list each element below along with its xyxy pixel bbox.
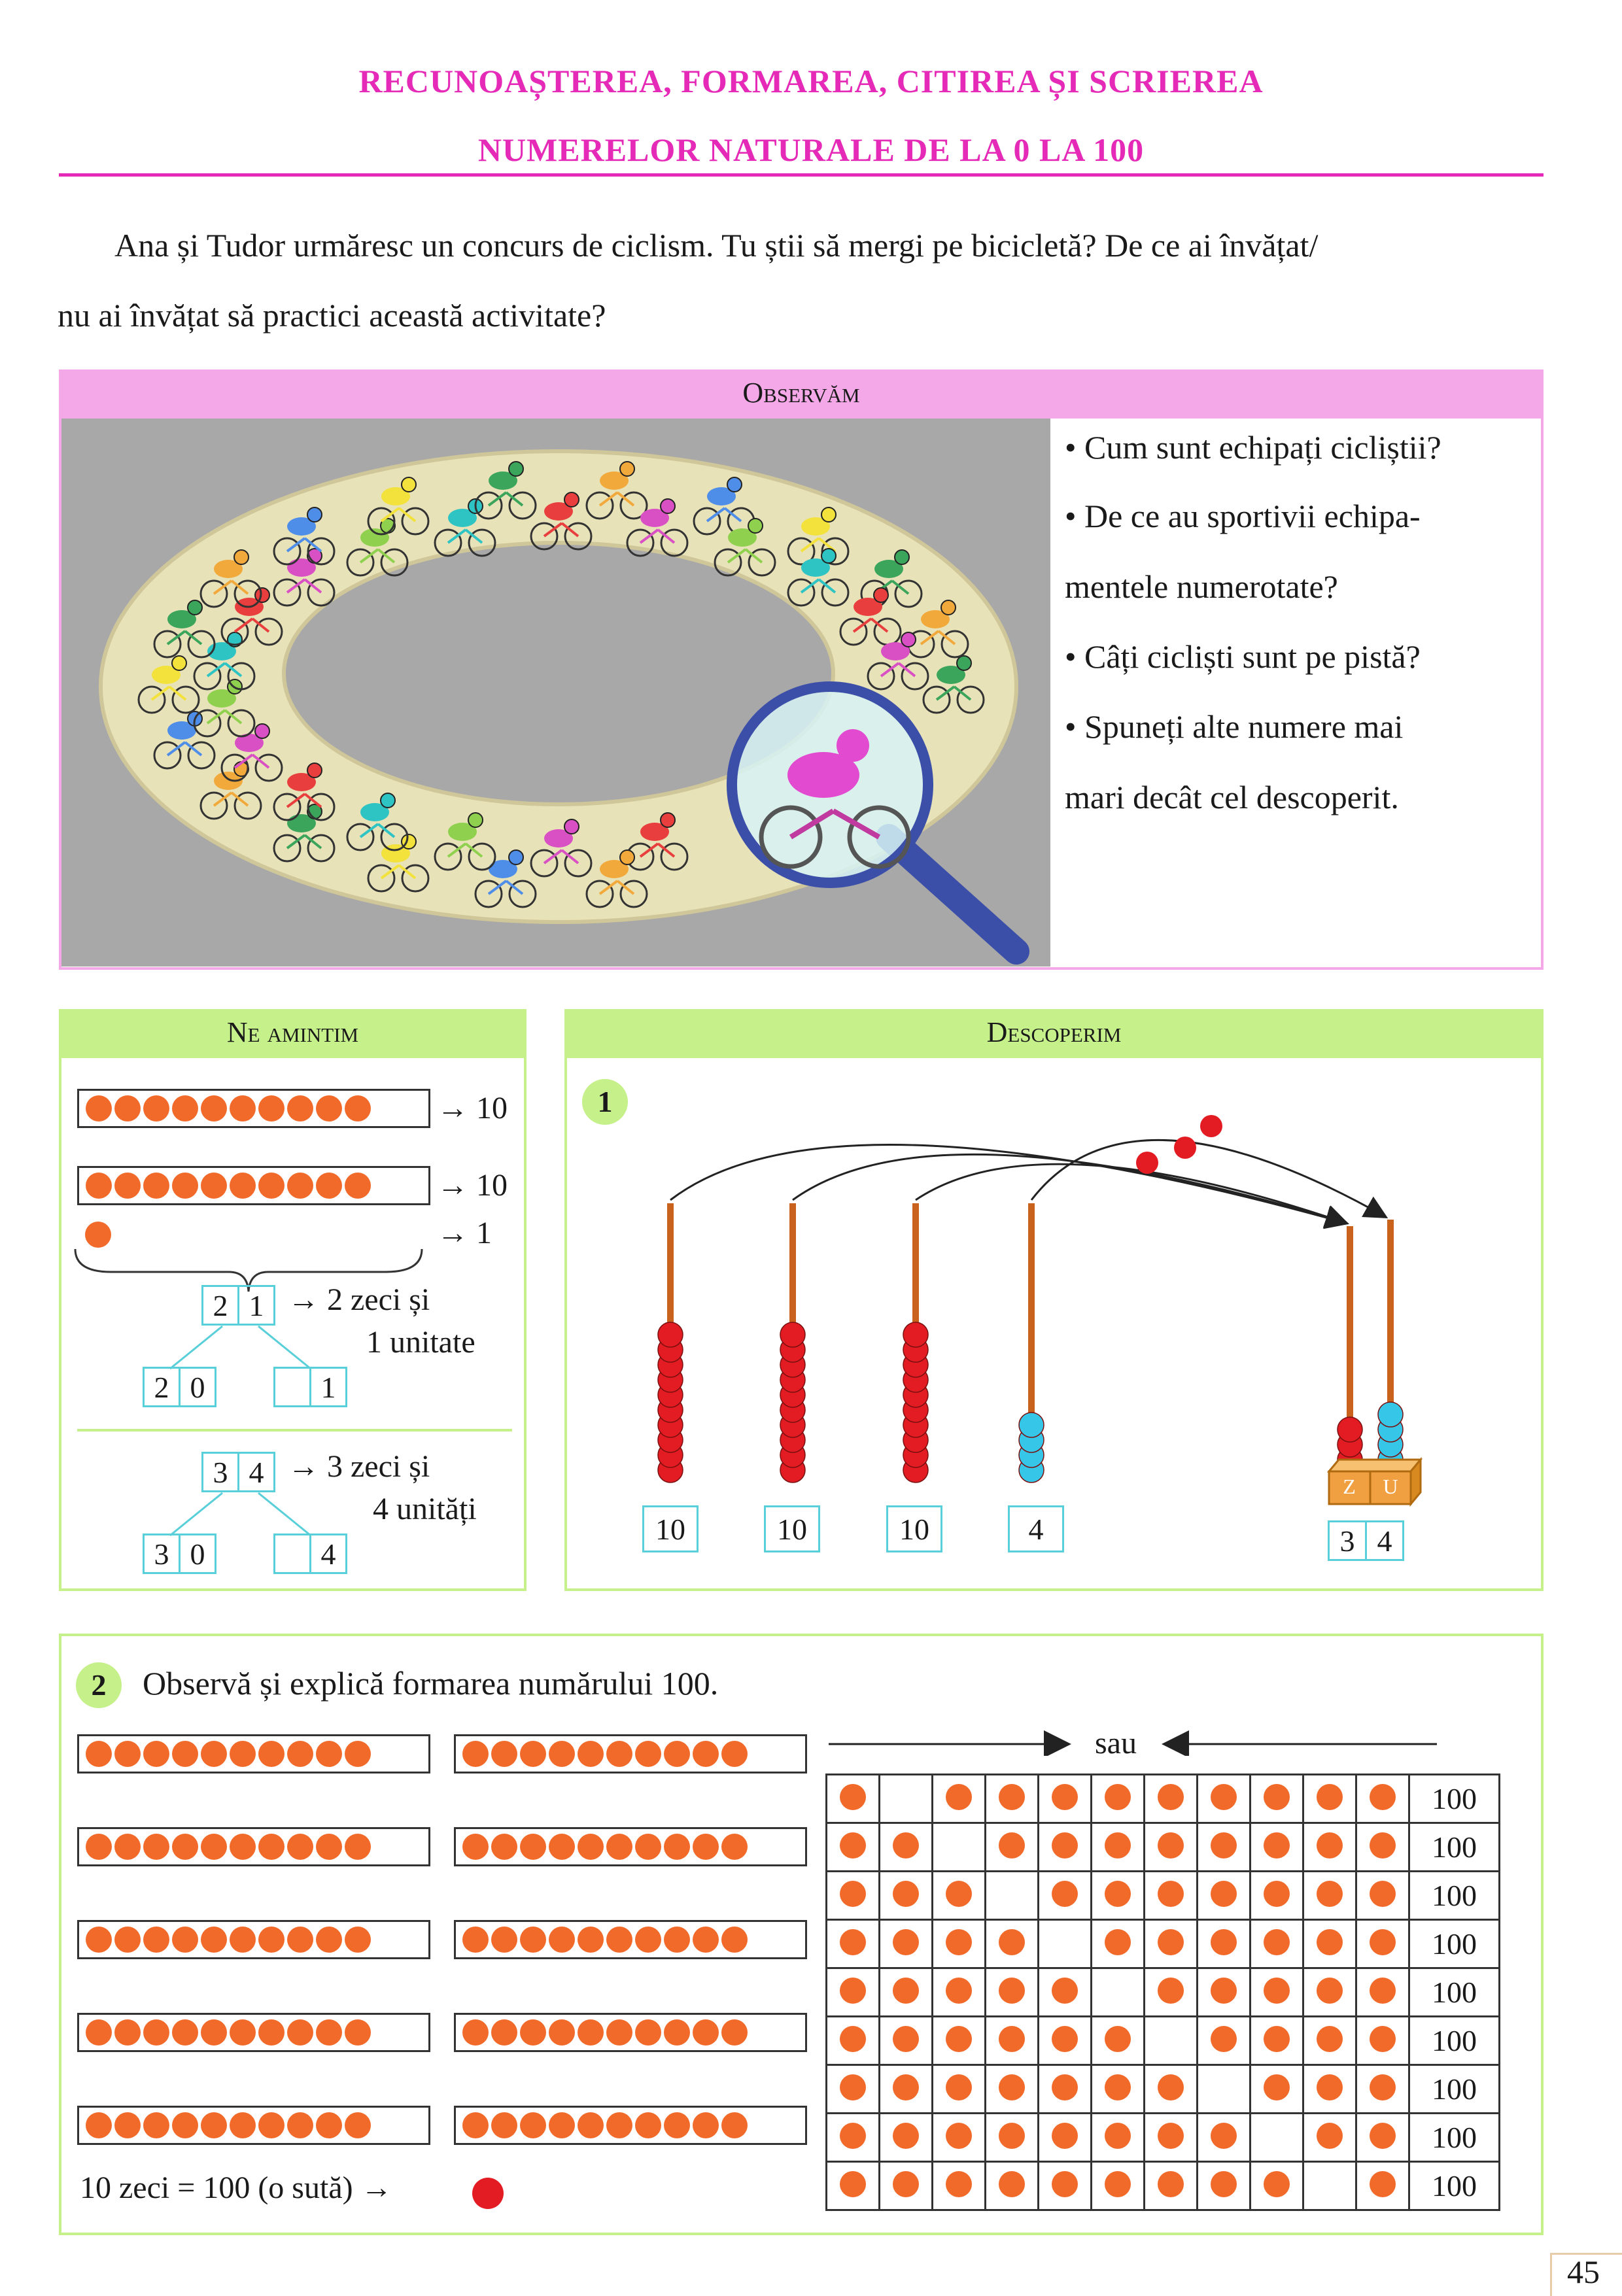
page-title-line1: RECUNOAȘTEREA, FORMAREA, CITIREA ȘI SCRIEREA bbox=[358, 63, 1264, 99]
observam-question-2a: • De ce au sportivii echipa- bbox=[1065, 498, 1421, 534]
unit-dot-value: → 1 bbox=[437, 1216, 492, 1250]
abacus-bead bbox=[1019, 1413, 1044, 1437]
grid-cell bbox=[1039, 2162, 1092, 2210]
ten-bar bbox=[454, 1827, 807, 1866]
grid-cell bbox=[1356, 1920, 1409, 1968]
grid-cell bbox=[1356, 2114, 1409, 2162]
grid-cell bbox=[1092, 1823, 1145, 1872]
grid-cell bbox=[1198, 1775, 1251, 1823]
grid-cell bbox=[1145, 2114, 1198, 2162]
grid-cell bbox=[1251, 1775, 1303, 1823]
ex1-right-units-cell: 1 bbox=[309, 1367, 347, 1407]
ten-bar bbox=[454, 2013, 807, 2052]
ten-bar bbox=[77, 2106, 430, 2145]
descoperim-heading: Descoperim bbox=[986, 1016, 1122, 1048]
grid-cell bbox=[1356, 2162, 1409, 2210]
grid-cell bbox=[1039, 2017, 1092, 2065]
rod-2-value: 10 bbox=[764, 1505, 820, 1552]
grid-cell bbox=[1145, 1775, 1198, 1823]
grid-cell bbox=[827, 1872, 880, 1920]
grid-cell bbox=[880, 2162, 933, 2210]
grid-row-total: 100 bbox=[1409, 2114, 1500, 2162]
grid-cell bbox=[1092, 1968, 1145, 2017]
abacus-label-u: U bbox=[1383, 1475, 1398, 1498]
grid-cell bbox=[933, 2162, 986, 2210]
abacus-illustration bbox=[567, 1059, 1541, 1583]
grid-cell bbox=[1356, 1775, 1409, 1823]
grid-cell bbox=[1039, 1872, 1092, 1920]
grid-cell bbox=[827, 2162, 880, 2210]
ex1-split-lines bbox=[131, 1324, 340, 1370]
observam-question-1: • Cum sunt echipați cicliștii? bbox=[1065, 429, 1441, 466]
grid-row bbox=[827, 1968, 1500, 2017]
ten-bar bbox=[77, 2013, 430, 2052]
grid-cell bbox=[1251, 2114, 1303, 2162]
grid-cell bbox=[933, 1968, 986, 2017]
grid-row-total: 100 bbox=[1409, 2065, 1500, 2114]
grid-cell bbox=[933, 2114, 986, 2162]
grid-row-total: 100 bbox=[1409, 1968, 1500, 2017]
grid-cell bbox=[933, 2017, 986, 2065]
grid-cell bbox=[986, 1968, 1039, 2017]
ex2-left-tens-cell: 3 bbox=[143, 1534, 181, 1574]
exercise-2-badge: 2 bbox=[76, 1662, 122, 1708]
grid-row bbox=[827, 2017, 1500, 2065]
rod-4-value: 4 bbox=[1008, 1505, 1064, 1552]
grid-cell bbox=[1356, 1872, 1409, 1920]
intro-line1: Ana și Tudor urmăresc un concurs de ciclism. Tu știi să mergi pe bicicletă? De ce ai învățat/ bbox=[114, 227, 1319, 264]
grid-cell bbox=[880, 1968, 933, 2017]
grid-cell bbox=[880, 1872, 933, 1920]
grid-cell bbox=[827, 2065, 880, 2114]
grid-cell bbox=[986, 1823, 1039, 1872]
grid-cell bbox=[1251, 2162, 1303, 2210]
ex2-units-cell: 4 bbox=[237, 1452, 275, 1492]
ex2-split-lines bbox=[131, 1491, 340, 1537]
ex1-desc-line1: → 2 zeci și bbox=[288, 1282, 430, 1317]
grid-row-total: 100 bbox=[1409, 1920, 1500, 1968]
grid-cell bbox=[1303, 2017, 1356, 2065]
rod-1-value: 10 bbox=[642, 1505, 699, 1552]
grid-cell bbox=[933, 2065, 986, 2114]
grid-row bbox=[827, 2114, 1500, 2162]
title-underline bbox=[59, 173, 1544, 177]
grid-cell bbox=[827, 1823, 880, 1872]
observam-question-4a: • Spuneți alte numere mai bbox=[1065, 708, 1404, 745]
grid-cell bbox=[1092, 1920, 1145, 1968]
grid-row bbox=[827, 2162, 1500, 2210]
page-number: 45 bbox=[1567, 2253, 1600, 2290]
exercise-2-instruction: Observă și explică formarea numărului 100. bbox=[143, 1665, 719, 1702]
grid-cell bbox=[1092, 2114, 1145, 2162]
grid-cell bbox=[986, 1775, 1039, 1823]
grid-cell bbox=[1198, 2114, 1251, 2162]
grid-cell bbox=[1145, 1872, 1198, 1920]
grid-row bbox=[827, 1823, 1500, 1872]
grid-cell bbox=[1356, 2065, 1409, 2114]
ex2-right-units-cell: 4 bbox=[309, 1534, 347, 1574]
grid-row-total: 100 bbox=[1409, 1872, 1500, 1920]
ten-bar-1-value: → 10 bbox=[437, 1091, 508, 1125]
grid-row bbox=[827, 2065, 1500, 2114]
cycling-track-illustration bbox=[61, 419, 1050, 967]
grid-cell bbox=[1251, 1968, 1303, 2017]
exercise-1-badge: 1 bbox=[582, 1079, 628, 1125]
grid-cell bbox=[1251, 2065, 1303, 2114]
ex2-desc-line2: 4 unități bbox=[373, 1492, 477, 1526]
abacus-bead bbox=[903, 1322, 928, 1347]
grid-cell bbox=[1039, 1775, 1092, 1823]
abacus-bead bbox=[658, 1322, 683, 1347]
grid-row-total: 100 bbox=[1409, 2162, 1500, 2210]
grid-cell bbox=[933, 1872, 986, 1920]
grid-cell bbox=[1039, 1968, 1092, 2017]
ten-bar bbox=[77, 1920, 430, 1959]
grid-cell bbox=[1145, 1920, 1198, 1968]
observam-question-3: • Câți cicliști sunt pe pistă? bbox=[1065, 638, 1421, 675]
result-tens-cell: 3 bbox=[1328, 1520, 1367, 1561]
grid-cell bbox=[1092, 2162, 1145, 2210]
grid-row bbox=[827, 1775, 1500, 1823]
ex1-units-cell: 1 bbox=[237, 1285, 275, 1326]
hundred-grid bbox=[825, 1773, 1500, 2211]
grid-cell bbox=[1303, 1872, 1356, 1920]
grid-cell bbox=[1198, 2065, 1251, 2114]
ex2-left-zero-cell: 0 bbox=[179, 1534, 216, 1574]
grid-cell bbox=[1251, 1823, 1303, 1872]
grid-cell bbox=[827, 1775, 880, 1823]
abacus-bead bbox=[1378, 1402, 1403, 1427]
grid-cell bbox=[1198, 1920, 1251, 1968]
ex1-tens-cell: 2 bbox=[201, 1285, 239, 1326]
ten-bar-2-value: → 10 bbox=[437, 1168, 508, 1203]
abacus-bead bbox=[1337, 1417, 1362, 1442]
grid-cell bbox=[986, 2162, 1039, 2210]
grid-cell bbox=[933, 1920, 986, 1968]
grid-cell bbox=[1356, 2017, 1409, 2065]
grid-row-total: 100 bbox=[1409, 2017, 1500, 2065]
grid-cell bbox=[880, 1775, 933, 1823]
result-units-cell: 4 bbox=[1365, 1520, 1404, 1561]
grid-cell bbox=[1303, 1920, 1356, 1968]
grid-cell bbox=[1198, 1872, 1251, 1920]
hundred-equation: 10 zeci = 100 (o sută) → bbox=[80, 2170, 392, 2205]
rod-3-value: 10 bbox=[886, 1505, 942, 1552]
grid-cell bbox=[1092, 1872, 1145, 1920]
grid-cell bbox=[880, 2065, 933, 2114]
grid-cell bbox=[1198, 2162, 1251, 2210]
intro-line2: nu ai învățat să practici această activitate? bbox=[58, 297, 606, 334]
grid-cell bbox=[986, 1872, 1039, 1920]
grid-cell bbox=[1303, 1823, 1356, 1872]
grid-cell bbox=[1145, 2162, 1198, 2210]
ex1-left-tens-cell: 2 bbox=[143, 1367, 181, 1407]
hundred-dot bbox=[472, 2178, 504, 2209]
grid-cell bbox=[1251, 2017, 1303, 2065]
ex2-desc-line1: → 3 zeci și bbox=[288, 1449, 430, 1484]
grid-cell bbox=[1092, 2065, 1145, 2114]
ten-bar-1 bbox=[77, 1089, 430, 1128]
ne-amintim-heading: Ne amintim bbox=[226, 1016, 359, 1048]
grid-cell bbox=[1198, 2017, 1251, 2065]
grid-cell bbox=[880, 1920, 933, 1968]
grid-cell bbox=[1251, 1872, 1303, 1920]
grid-cell bbox=[827, 1920, 880, 1968]
grid-cell bbox=[880, 2017, 933, 2065]
grid-cell bbox=[1303, 1775, 1356, 1823]
grid-cell bbox=[1303, 1968, 1356, 2017]
grid-cell bbox=[986, 2017, 1039, 2065]
grid-cell bbox=[1039, 2065, 1092, 2114]
grid-row-total: 100 bbox=[1409, 1775, 1500, 1823]
grid-cell bbox=[1356, 1823, 1409, 1872]
grid-row-total: 100 bbox=[1409, 1823, 1500, 1872]
ten-bar bbox=[454, 1734, 807, 1773]
grid-row bbox=[827, 1872, 1500, 1920]
ten-bar bbox=[454, 1920, 807, 1959]
page-title-line2: NUMERELOR NATURALE DE LA 0 LA 100 bbox=[477, 131, 1145, 168]
grid-cell bbox=[1039, 1920, 1092, 1968]
sau-label: sau bbox=[1095, 1726, 1137, 1760]
observam-question-4b: mari decât cel descoperit. bbox=[1065, 779, 1399, 815]
ten-bar bbox=[77, 1734, 430, 1773]
abacus-rods bbox=[658, 1203, 1403, 1482]
observam-question-2b: mentele numerotate? bbox=[1065, 568, 1338, 605]
ten-bar bbox=[77, 1827, 430, 1866]
grid-cell bbox=[1039, 1823, 1092, 1872]
ex2-tens-cell: 3 bbox=[201, 1452, 239, 1492]
grid-cell bbox=[827, 2017, 880, 2065]
grid-cell bbox=[1356, 1968, 1409, 2017]
grid-cell bbox=[933, 1775, 986, 1823]
ne-amintim-divider bbox=[77, 1429, 512, 1431]
grid-cell bbox=[880, 2114, 933, 2162]
ten-bar bbox=[454, 2106, 807, 2145]
unit-dot bbox=[85, 1222, 111, 1248]
grid-cell bbox=[1303, 2114, 1356, 2162]
ex1-left-zero-cell: 0 bbox=[179, 1367, 216, 1407]
grid-cell bbox=[1303, 2162, 1356, 2210]
ten-bar-2 bbox=[77, 1166, 430, 1205]
grid-cell bbox=[986, 2114, 1039, 2162]
grid-cell bbox=[1092, 2017, 1145, 2065]
grid-row bbox=[827, 1920, 1500, 1968]
grid-cell bbox=[1039, 2114, 1092, 2162]
grid-cell bbox=[1198, 1968, 1251, 2017]
grid-cell bbox=[1092, 1775, 1145, 1823]
grid-cell bbox=[1145, 1968, 1198, 2017]
ex2-right-empty-cell bbox=[273, 1534, 311, 1574]
grid-cell bbox=[986, 2065, 1039, 2114]
grid-cell bbox=[1251, 1920, 1303, 1968]
grid-cell bbox=[827, 2114, 880, 2162]
grid-cell bbox=[933, 1823, 986, 1872]
grid-cell bbox=[1145, 1823, 1198, 1872]
ex1-right-empty-cell bbox=[273, 1367, 311, 1407]
grid-cell bbox=[1198, 1823, 1251, 1872]
abacus-bead bbox=[780, 1322, 805, 1347]
grid-cell bbox=[986, 1920, 1039, 1968]
grid-cell bbox=[1303, 2065, 1356, 2114]
grid-cell bbox=[827, 1968, 880, 2017]
grid-cell bbox=[880, 1823, 933, 1872]
observam-heading: Observăm bbox=[742, 377, 860, 409]
grid-cell bbox=[1145, 2065, 1198, 2114]
abacus-label-z: Z bbox=[1343, 1475, 1356, 1498]
grid-cell bbox=[1145, 2017, 1198, 2065]
ex1-desc-line2: 1 unitate bbox=[366, 1325, 475, 1360]
